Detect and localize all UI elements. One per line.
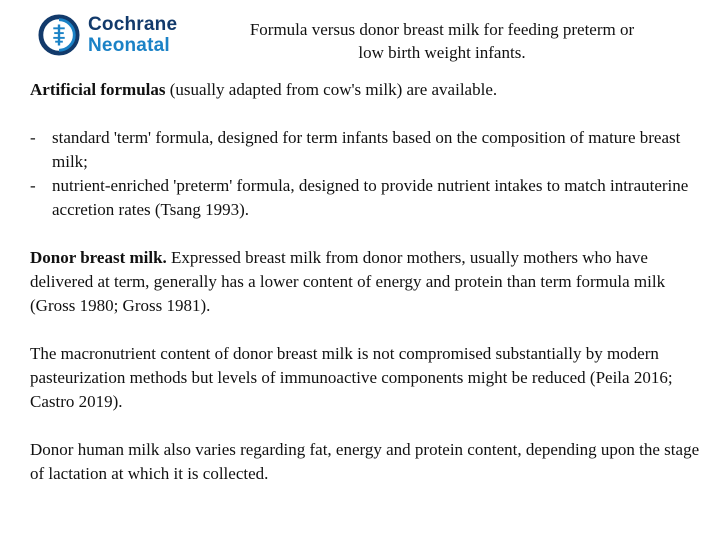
formula-types-list: [30, 126, 702, 222]
donor-milk-text: Expressed breast milk from donor mothers, usually mothers who have delivered at term, generally has a lower content of energy and protein than term formula milk (Gross 1980; Gross 1981).: [30, 248, 666, 315]
bullet-dash: -: [30, 176, 36, 195]
logo-wordmark: [88, 14, 177, 56]
bullet-dash: -: [30, 128, 36, 147]
variation-paragraph: Donor human milk also varies regarding fat, energy and protein content, depending upon the stage of lactation at which it is collected.: [30, 440, 700, 483]
cochrane-logo-icon: [38, 14, 80, 56]
cochrane-neonatal-logo: [38, 14, 177, 56]
formulas-heading: Artificial formulas: [30, 80, 166, 99]
logo-line-neonatal: Neonatal: [88, 35, 170, 56]
list-item: [30, 126, 702, 174]
list-item: [30, 174, 702, 222]
logo-line-cochrane: Cochrane: [88, 14, 178, 35]
bullet-text: standard 'term' formula, designed for term infants based on the composition of mature breast milk;: [52, 128, 681, 171]
donor-milk-heading: Donor breast milk.: [30, 248, 167, 267]
slide-body: [30, 78, 702, 486]
macronutrient-paragraph: The macronutrient content of donor breast milk is not compromised substantially by modern pasteurization methods but levels of immunoactive components might be reduced (Peila 2016; Castro 2019).: [30, 344, 673, 411]
bullet-text: nutrient-enriched 'preterm' formula, designed to provide nutrient intakes to match intrauterine accretion rates (Tsang 1993).: [52, 176, 689, 219]
slide-title: Formula versus donor breast milk for feeding preterm or low birth weight infants.: [249, 20, 635, 62]
donor-milk-paragraph: [30, 246, 702, 318]
formulas-text: (usually adapted from cow's milk) are available.: [165, 80, 498, 99]
formulas-paragraph: [30, 78, 702, 102]
